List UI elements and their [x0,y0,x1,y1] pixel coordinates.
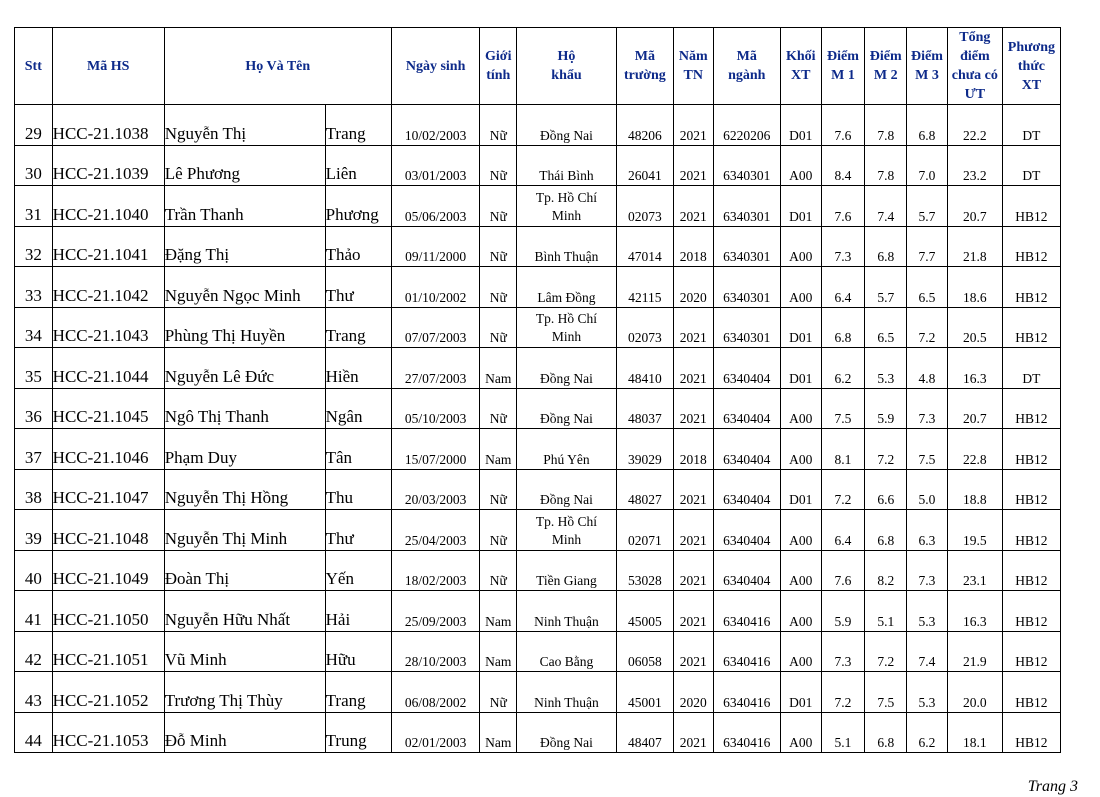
table-row [15,226,1061,267]
score-m3-cell: 7.7 [907,226,948,267]
method-cell: HB12 [1002,631,1060,672]
score-m1-cell: 8.1 [821,429,865,470]
surname-cell: Ngô Thị Thanh [164,388,325,429]
gender-cell: Nam [480,429,517,470]
col-header-hokhau: Hộ khẩu [517,28,617,105]
surname-cell: Nguyễn Thị Hồng [164,469,325,510]
surname-cell: Phùng Thị Huyền [164,307,325,348]
surname-cell: Vũ Minh [164,631,325,672]
given-name-cell: Hiền [325,348,391,389]
grad-year-cell: 2021 [673,550,713,591]
given-name-cell: Yến [325,550,391,591]
gender-cell: Nam [480,712,517,753]
score-m2-cell: 7.5 [865,672,907,713]
stt-cell: 31 [15,186,53,227]
total-score-cell: 18.6 [947,267,1002,308]
major-code-cell: 6340301 [713,267,780,308]
birthdate-cell: 05/10/2003 [391,388,480,429]
method-cell: DT [1002,348,1060,389]
stt-cell: 36 [15,388,53,429]
stt-cell: 33 [15,267,53,308]
score-m2-cell: 6.8 [865,712,907,753]
table-row [15,307,1061,348]
stt-cell: 34 [15,307,53,348]
col-header-phuong-thuc: Phương thức XT [1002,28,1060,105]
table-row [15,388,1061,429]
score-m3-cell: 6.3 [907,510,948,551]
total-score-cell: 18.1 [947,712,1002,753]
col-header-hoten: Họ Và Tên [164,28,391,105]
table-row [15,672,1061,713]
block-cell: A00 [780,267,821,308]
grad-year-cell: 2018 [673,429,713,470]
grad-year-cell: 2020 [673,672,713,713]
major-code-cell: 6340416 [713,712,780,753]
score-m3-cell: 7.4 [907,631,948,672]
major-code-cell: 6340404 [713,510,780,551]
grad-year-cell: 2021 [673,307,713,348]
score-m3-cell: 5.7 [907,186,948,227]
score-m1-cell: 8.4 [821,145,865,186]
total-score-cell: 18.8 [947,469,1002,510]
score-m3-cell: 5.3 [907,672,948,713]
gender-cell: Nữ [480,267,517,308]
major-code-cell: 6340404 [713,550,780,591]
hometown-cell: Phú Yên [517,429,617,470]
score-m1-cell: 5.9 [821,591,865,632]
method-cell: HB12 [1002,186,1060,227]
student-id-cell: HCC-21.1048 [52,510,164,551]
table-row [15,510,1061,551]
stt-cell: 30 [15,145,53,186]
birthdate-cell: 25/09/2003 [391,591,480,632]
hometown-cell: Đồng Nai [517,348,617,389]
student-table [14,27,1061,753]
hometown-cell: Thái Bình [517,145,617,186]
major-code-cell: 6340404 [713,469,780,510]
surname-cell: Đoàn Thị [164,550,325,591]
birthdate-cell: 15/07/2000 [391,429,480,470]
birthdate-cell: 07/07/2003 [391,307,480,348]
score-m3-cell: 5.0 [907,469,948,510]
grad-year-cell: 2020 [673,267,713,308]
hometown-cell: Ninh Thuận [517,591,617,632]
student-id-cell: HCC-21.1050 [52,591,164,632]
total-score-cell: 16.3 [947,348,1002,389]
surname-cell: Đặng Thị [164,226,325,267]
major-code-cell: 6340301 [713,226,780,267]
score-m3-cell: 4.8 [907,348,948,389]
total-score-cell: 16.3 [947,591,1002,632]
header-row [15,28,1061,105]
page-number: Trang 3 [1027,778,1078,795]
method-cell: HB12 [1002,591,1060,632]
table-row [15,631,1061,672]
col-header-stt: Stt [15,28,53,105]
major-code-cell: 6340404 [713,388,780,429]
score-m1-cell: 6.8 [821,307,865,348]
score-m2-cell: 7.2 [865,631,907,672]
school-code-cell: 39029 [616,429,673,470]
given-name-cell: Thư [325,510,391,551]
surname-cell: Phạm Duy [164,429,325,470]
table-row [15,429,1061,470]
score-m2-cell: 5.7 [865,267,907,308]
given-name-cell: Phương [325,186,391,227]
block-cell: A00 [780,429,821,470]
score-m2-cell: 6.8 [865,226,907,267]
total-score-cell: 21.8 [947,226,1002,267]
birthdate-cell: 03/01/2003 [391,145,480,186]
method-cell: HB12 [1002,510,1060,551]
gender-cell: Nữ [480,672,517,713]
student-id-cell: HCC-21.1052 [52,672,164,713]
surname-cell: Nguyễn Hữu Nhất [164,591,325,632]
gender-cell: Nữ [480,388,517,429]
score-m3-cell: 6.2 [907,712,948,753]
gender-cell: Nam [480,348,517,389]
grad-year-cell: 2021 [673,631,713,672]
table-row [15,348,1061,389]
student-id-cell: HCC-21.1043 [52,307,164,348]
table-row [15,469,1061,510]
major-code-cell: 6340416 [713,672,780,713]
student-id-cell: HCC-21.1045 [52,388,164,429]
birthdate-cell: 05/06/2003 [391,186,480,227]
given-name-cell: Hữu [325,631,391,672]
table-body [15,105,1061,753]
method-cell: HB12 [1002,550,1060,591]
block-cell: A00 [780,388,821,429]
major-code-cell: 6340416 [713,631,780,672]
school-code-cell: 48037 [616,388,673,429]
school-code-cell: 26041 [616,145,673,186]
block-cell: A00 [780,591,821,632]
block-cell: D01 [780,307,821,348]
block-cell: D01 [780,469,821,510]
surname-cell: Nguyễn Thị Minh [164,510,325,551]
given-name-cell: Ngân [325,388,391,429]
score-m1-cell: 7.2 [821,672,865,713]
stt-cell: 43 [15,672,53,713]
stt-cell: 44 [15,712,53,753]
stt-cell: 39 [15,510,53,551]
score-m2-cell: 7.8 [865,145,907,186]
student-id-cell: HCC-21.1051 [52,631,164,672]
col-header-manganh: Mã ngành [713,28,780,105]
surname-cell: Trần Thanh [164,186,325,227]
col-header-mahs: Mã HS [52,28,164,105]
score-m2-cell: 7.8 [865,105,907,146]
stt-cell: 41 [15,591,53,632]
school-code-cell: 02073 [616,186,673,227]
hometown-cell: Tp. Hồ Chí Minh [517,186,617,227]
stt-cell: 29 [15,105,53,146]
total-score-cell: 21.9 [947,631,1002,672]
school-code-cell: 02073 [616,307,673,348]
method-cell: HB12 [1002,672,1060,713]
hometown-cell: Bình Thuận [517,226,617,267]
score-m2-cell: 5.1 [865,591,907,632]
col-header-khoixt: Khối XT [780,28,821,105]
score-m3-cell: 6.8 [907,105,948,146]
given-name-cell: Tân [325,429,391,470]
given-name-cell: Trang [325,307,391,348]
student-id-cell: HCC-21.1039 [52,145,164,186]
score-m2-cell: 6.5 [865,307,907,348]
stt-cell: 40 [15,550,53,591]
col-header-tong-diem: Tổng điểm chưa có ƯT [947,28,1002,105]
gender-cell: Nữ [480,550,517,591]
gender-cell: Nữ [480,105,517,146]
score-m3-cell: 7.3 [907,550,948,591]
grad-year-cell: 2021 [673,186,713,227]
method-cell: HB12 [1002,226,1060,267]
score-m1-cell: 7.2 [821,469,865,510]
major-code-cell: 6340416 [713,591,780,632]
table-row [15,105,1061,146]
major-code-cell: 6340301 [713,307,780,348]
score-m1-cell: 6.4 [821,510,865,551]
school-code-cell: 45005 [616,591,673,632]
total-score-cell: 22.2 [947,105,1002,146]
score-m2-cell: 8.2 [865,550,907,591]
method-cell: HB12 [1002,429,1060,470]
school-code-cell: 02071 [616,510,673,551]
block-cell: D01 [780,105,821,146]
col-header-matruong: Mã trường [616,28,673,105]
school-code-cell: 48206 [616,105,673,146]
score-m2-cell: 5.9 [865,388,907,429]
school-code-cell: 48407 [616,712,673,753]
block-cell: A00 [780,226,821,267]
birthdate-cell: 06/08/2002 [391,672,480,713]
birthdate-cell: 18/02/2003 [391,550,480,591]
given-name-cell: Liên [325,145,391,186]
school-code-cell: 48027 [616,469,673,510]
hometown-cell: Đồng Nai [517,105,617,146]
hometown-cell: Cao Bằng [517,631,617,672]
table-row [15,712,1061,753]
score-m1-cell: 6.4 [821,267,865,308]
score-m1-cell: 7.5 [821,388,865,429]
birthdate-cell: 28/10/2003 [391,631,480,672]
gender-cell: Nữ [480,307,517,348]
total-score-cell: 23.2 [947,145,1002,186]
grad-year-cell: 2021 [673,591,713,632]
gender-cell: Nam [480,631,517,672]
score-m2-cell: 6.6 [865,469,907,510]
given-name-cell: Trang [325,672,391,713]
gender-cell: Nữ [480,145,517,186]
total-score-cell: 20.7 [947,388,1002,429]
gender-cell: Nam [480,591,517,632]
col-header-diem-m2: Điểm M 2 [865,28,907,105]
table-row [15,267,1061,308]
stt-cell: 32 [15,226,53,267]
method-cell: HB12 [1002,267,1060,308]
hometown-cell: Tp. Hồ Chí Minh [517,510,617,551]
grad-year-cell: 2021 [673,510,713,551]
birthdate-cell: 10/02/2003 [391,105,480,146]
student-id-cell: HCC-21.1046 [52,429,164,470]
total-score-cell: 19.5 [947,510,1002,551]
hometown-cell: Đồng Nai [517,469,617,510]
score-m1-cell: 6.2 [821,348,865,389]
block-cell: D01 [780,186,821,227]
score-m1-cell: 7.6 [821,105,865,146]
student-id-cell: HCC-21.1038 [52,105,164,146]
col-header-gioitinh: Giới tính [480,28,517,105]
student-id-cell: HCC-21.1040 [52,186,164,227]
school-code-cell: 48410 [616,348,673,389]
birthdate-cell: 20/03/2003 [391,469,480,510]
block-cell: A00 [780,631,821,672]
school-code-cell: 06058 [616,631,673,672]
col-header-diem-m3: Điểm M 3 [907,28,948,105]
student-id-cell: HCC-21.1047 [52,469,164,510]
surname-cell: Nguyễn Thị [164,105,325,146]
score-m2-cell: 7.2 [865,429,907,470]
hometown-cell: Đồng Nai [517,388,617,429]
major-code-cell: 6340404 [713,348,780,389]
score-m3-cell: 6.5 [907,267,948,308]
gender-cell: Nữ [480,469,517,510]
hometown-cell: Ninh Thuận [517,672,617,713]
given-name-cell: Hải [325,591,391,632]
major-code-cell: 6340301 [713,186,780,227]
total-score-cell: 23.1 [947,550,1002,591]
score-m3-cell: 5.3 [907,591,948,632]
stt-cell: 37 [15,429,53,470]
grad-year-cell: 2021 [673,145,713,186]
score-m3-cell: 7.5 [907,429,948,470]
surname-cell: Nguyễn Ngọc Minh [164,267,325,308]
stt-cell: 35 [15,348,53,389]
block-cell: A00 [780,510,821,551]
block-cell: D01 [780,672,821,713]
score-m3-cell: 7.3 [907,388,948,429]
major-code-cell: 6340301 [713,145,780,186]
birthdate-cell: 01/10/2002 [391,267,480,308]
given-name-cell: Trung [325,712,391,753]
school-code-cell: 45001 [616,672,673,713]
method-cell: HB12 [1002,388,1060,429]
major-code-cell: 6340404 [713,429,780,470]
score-m2-cell: 6.8 [865,510,907,551]
total-score-cell: 20.7 [947,186,1002,227]
block-cell: D01 [780,348,821,389]
hometown-cell: Tiền Giang [517,550,617,591]
score-m1-cell: 7.3 [821,631,865,672]
method-cell: DT [1002,105,1060,146]
grad-year-cell: 2021 [673,388,713,429]
given-name-cell: Thu [325,469,391,510]
grad-year-cell: 2018 [673,226,713,267]
score-m1-cell: 7.6 [821,550,865,591]
stt-cell: 38 [15,469,53,510]
hometown-cell: Đồng Nai [517,712,617,753]
birthdate-cell: 09/11/2000 [391,226,480,267]
col-header-namtn: Năm TN [673,28,713,105]
block-cell: A00 [780,712,821,753]
birthdate-cell: 02/01/2003 [391,712,480,753]
birthdate-cell: 27/07/2003 [391,348,480,389]
total-score-cell: 22.8 [947,429,1002,470]
score-m1-cell: 5.1 [821,712,865,753]
student-id-cell: HCC-21.1053 [52,712,164,753]
student-id-cell: HCC-21.1041 [52,226,164,267]
score-m3-cell: 7.2 [907,307,948,348]
grad-year-cell: 2021 [673,348,713,389]
table-row [15,145,1061,186]
given-name-cell: Thư [325,267,391,308]
student-id-cell: HCC-21.1044 [52,348,164,389]
gender-cell: Nữ [480,510,517,551]
score-m2-cell: 7.4 [865,186,907,227]
surname-cell: Trương Thị Thùy [164,672,325,713]
score-m2-cell: 5.3 [865,348,907,389]
student-id-cell: HCC-21.1049 [52,550,164,591]
block-cell: A00 [780,145,821,186]
method-cell: DT [1002,145,1060,186]
hometown-cell: Lâm Đồng [517,267,617,308]
total-score-cell: 20.0 [947,672,1002,713]
given-name-cell: Thảo [325,226,391,267]
method-cell: HB12 [1002,712,1060,753]
grad-year-cell: 2021 [673,469,713,510]
school-code-cell: 42115 [616,267,673,308]
col-header-diem-m1: Điểm M 1 [821,28,865,105]
gender-cell: Nữ [480,226,517,267]
col-header-ngaysinh: Ngày sinh [391,28,480,105]
gender-cell: Nữ [480,186,517,227]
surname-cell: Nguyễn Lê Đức [164,348,325,389]
total-score-cell: 20.5 [947,307,1002,348]
birthdate-cell: 25/04/2003 [391,510,480,551]
surname-cell: Đỗ Minh [164,712,325,753]
method-cell: HB12 [1002,307,1060,348]
method-cell: HB12 [1002,469,1060,510]
surname-cell: Lê Phương [164,145,325,186]
grad-year-cell: 2021 [673,105,713,146]
table-row [15,550,1061,591]
school-code-cell: 47014 [616,226,673,267]
student-id-cell: HCC-21.1042 [52,267,164,308]
major-code-cell: 6220206 [713,105,780,146]
score-m1-cell: 7.6 [821,186,865,227]
school-code-cell: 53028 [616,550,673,591]
given-name-cell: Trang [325,105,391,146]
block-cell: A00 [780,550,821,591]
score-m1-cell: 7.3 [821,226,865,267]
table-row [15,186,1061,227]
hometown-cell: Tp. Hồ Chí Minh [517,307,617,348]
score-m3-cell: 7.0 [907,145,948,186]
grad-year-cell: 2021 [673,712,713,753]
table-row [15,591,1061,632]
stt-cell: 42 [15,631,53,672]
